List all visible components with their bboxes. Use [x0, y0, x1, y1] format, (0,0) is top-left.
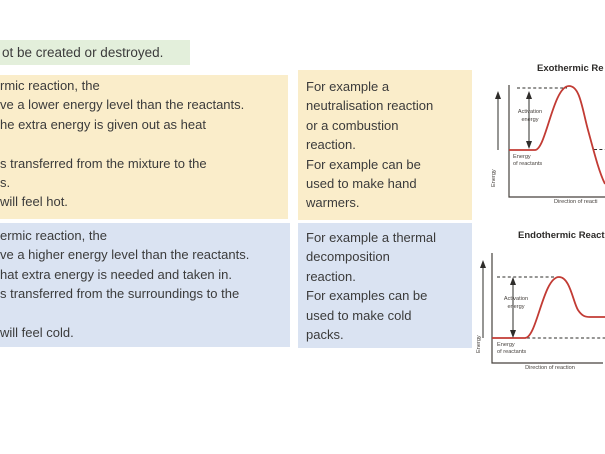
- activation-energy-label: Activation: [517, 109, 543, 115]
- arrow-up-icon: [480, 260, 486, 268]
- exothermic-diagram-title: Exothermic Re: [537, 63, 604, 74]
- energy-of-reactants-label: Energy: [497, 342, 515, 348]
- exothermic-energy-diagram: [478, 60, 605, 208]
- energy-of-reactants-label: of reactants: [513, 161, 543, 167]
- direction-of-reaction-label: Direction of reacti: [554, 199, 598, 205]
- energy-axis-label: Energy: [476, 335, 482, 353]
- arrow-down-icon: [510, 330, 516, 338]
- text-line: s.: [0, 174, 11, 190]
- activation-energy-label: energy: [521, 117, 539, 123]
- text-line: will feel cold.: [0, 324, 74, 340]
- energy-axis-label: Energy: [491, 169, 497, 187]
- endothermic-examples-box: [298, 223, 472, 348]
- text-line: reaction.: [306, 268, 356, 284]
- text-line: For example a thermal: [306, 230, 437, 245]
- text-line: ve a lower energy level than the reactants.: [0, 97, 245, 113]
- text-line: [0, 306, 290, 325]
- text-line: For example a: [306, 79, 390, 94]
- text-line: ve a higher energy level than the reactants.: [0, 247, 250, 263]
- text-line: will feel hot.: [0, 194, 68, 210]
- activation-energy-label: energy: [507, 304, 525, 310]
- text-line: For example can be: [306, 156, 421, 172]
- endothermic-description-box: [0, 223, 290, 347]
- exothermic-description-box: [0, 75, 288, 219]
- arrow-up-icon: [526, 91, 532, 99]
- text-line: For examples can be: [306, 288, 428, 304]
- text-line: he extra energy is given out as heat: [0, 116, 206, 132]
- energy-conservation-banner: ot be created or destroyed.: [0, 40, 190, 65]
- text-line: warmers.: [306, 195, 360, 211]
- direction-of-reaction-label: Direction of reaction: [525, 365, 575, 371]
- text-line: s transferred from the surroundings to the: [0, 286, 240, 302]
- energy-of-reactants-label: Energy: [513, 154, 531, 160]
- text-line: reaction.: [306, 137, 356, 153]
- text-line: s transferred from the mixture to the: [0, 155, 207, 171]
- endothermic-diagram-plot: [475, 225, 605, 373]
- text-line: ermic reaction, the: [0, 228, 107, 243]
- exothermic-examples-box: [298, 70, 472, 220]
- text-line: or a combustion: [306, 117, 399, 133]
- arrow-up-icon: [495, 91, 501, 99]
- arrow-up-icon: [510, 277, 516, 285]
- arrow-down-icon: [526, 141, 532, 149]
- text-line: used to make cold: [306, 307, 412, 323]
- text-line: [0, 136, 288, 155]
- endothermic-energy-diagram: [475, 225, 605, 373]
- energy-of-reactants-label: of reactants: [497, 349, 527, 355]
- text-line: packs.: [306, 326, 344, 342]
- text-line: used to make hand: [306, 175, 417, 191]
- text-line: decomposition: [306, 249, 390, 265]
- text-line: rmic reaction, the: [0, 78, 100, 93]
- exothermic-diagram-plot: [478, 60, 605, 208]
- endothermic-diagram-title: Endothermic React: [518, 230, 605, 241]
- text-line: neutralisation reaction: [306, 98, 434, 114]
- text-line: hat extra energy is needed and taken in.: [0, 266, 232, 282]
- activation-energy-label: Activation: [503, 296, 529, 302]
- exothermic-reaction-curve: [509, 86, 605, 184]
